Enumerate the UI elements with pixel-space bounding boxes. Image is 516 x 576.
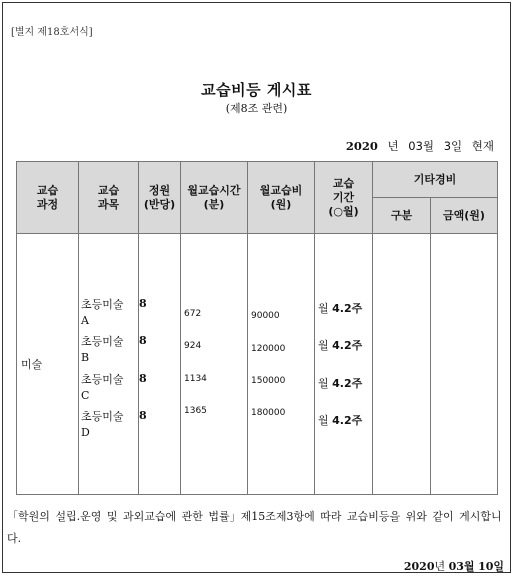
- header-hours: 월교습시간 (분): [181, 162, 248, 234]
- fee-b: 120000: [251, 344, 286, 354]
- document-page: [2, 2, 511, 573]
- fee-cell: [248, 234, 315, 495]
- header-other-expenses: 기타경비: [373, 162, 498, 198]
- posting-month: 03월: [408, 139, 435, 153]
- footer-day: 10일: [478, 560, 504, 573]
- period-unit: 월: [318, 377, 329, 390]
- legal-notice: 「학원의 설립.운영 및 과외교습에 관한 법률」제15조제3항에 따라 교습비등을 위와 같이 게시합니다.: [7, 510, 502, 545]
- document-title: 교습비등 게시표: [201, 81, 312, 99]
- fee-d: 180000: [251, 408, 286, 418]
- subject-c: 초등미술 C: [81, 373, 124, 402]
- period-a: [318, 300, 362, 316]
- period-unit: 월: [318, 339, 329, 352]
- fee-c: 150000: [251, 376, 286, 386]
- header-other-amount: 금액(원): [431, 198, 498, 234]
- footer-date: [404, 558, 504, 574]
- capacity-c: 8: [139, 372, 147, 385]
- header-fee: 월교습비 (원): [248, 162, 315, 234]
- period-value: 4.2주: [332, 377, 363, 390]
- header-period: 교습 기간 (○월): [315, 162, 373, 234]
- subject-cell: [79, 234, 139, 495]
- other-amount-cell: [431, 234, 498, 495]
- capacity-b: 8: [139, 334, 147, 347]
- document-subtitle: (제8조 관련): [225, 102, 288, 115]
- posting-suffix: 현재: [471, 139, 494, 153]
- period-value: 4.2주: [332, 302, 363, 315]
- header-capacity: 정원 (반당): [139, 162, 181, 234]
- hours-a: 672: [184, 309, 202, 319]
- subject-d: 초등미술 D: [81, 410, 124, 439]
- table-row: [17, 234, 498, 495]
- fee-a: 90000: [251, 311, 280, 321]
- subject-a: 초등미술 A: [81, 298, 124, 327]
- posting-year: 2020: [345, 139, 378, 153]
- fee-table: [16, 161, 498, 495]
- period-unit: 월: [318, 414, 329, 427]
- period-c: [318, 375, 362, 391]
- posting-year-unit: 년: [387, 139, 399, 153]
- course-cell: 미술: [17, 234, 79, 495]
- footer-year: 2020: [403, 560, 435, 573]
- capacity-d: 8: [139, 409, 147, 422]
- hours-cell: [181, 234, 248, 495]
- period-value: 4.2주: [332, 414, 363, 427]
- period-cell: [315, 234, 373, 495]
- hours-c: 1134: [184, 374, 207, 384]
- other-type-cell: [373, 234, 431, 495]
- period-value: 4.2주: [332, 339, 363, 352]
- period-d: [318, 412, 362, 428]
- hours-b: 924: [184, 341, 202, 351]
- header-subject: 교습 과목: [79, 162, 139, 234]
- hours-d: 1365: [184, 406, 207, 416]
- footer-month: 03월: [448, 560, 475, 573]
- header-other-type: 구분: [373, 198, 431, 234]
- form-tag: [별지 제18호서식]: [11, 27, 93, 38]
- posting-date: [346, 138, 494, 154]
- period-b: [318, 337, 362, 353]
- posting-day: 3일: [443, 139, 463, 153]
- footer-year-unit: 년: [434, 560, 446, 573]
- header-course: 교습 과정: [17, 162, 79, 234]
- period-unit: 월: [318, 302, 329, 315]
- capacity-cell: [139, 234, 181, 495]
- subject-b: 초등미술 B: [81, 335, 124, 364]
- header-row: [17, 162, 498, 198]
- capacity-a: 8: [139, 297, 147, 310]
